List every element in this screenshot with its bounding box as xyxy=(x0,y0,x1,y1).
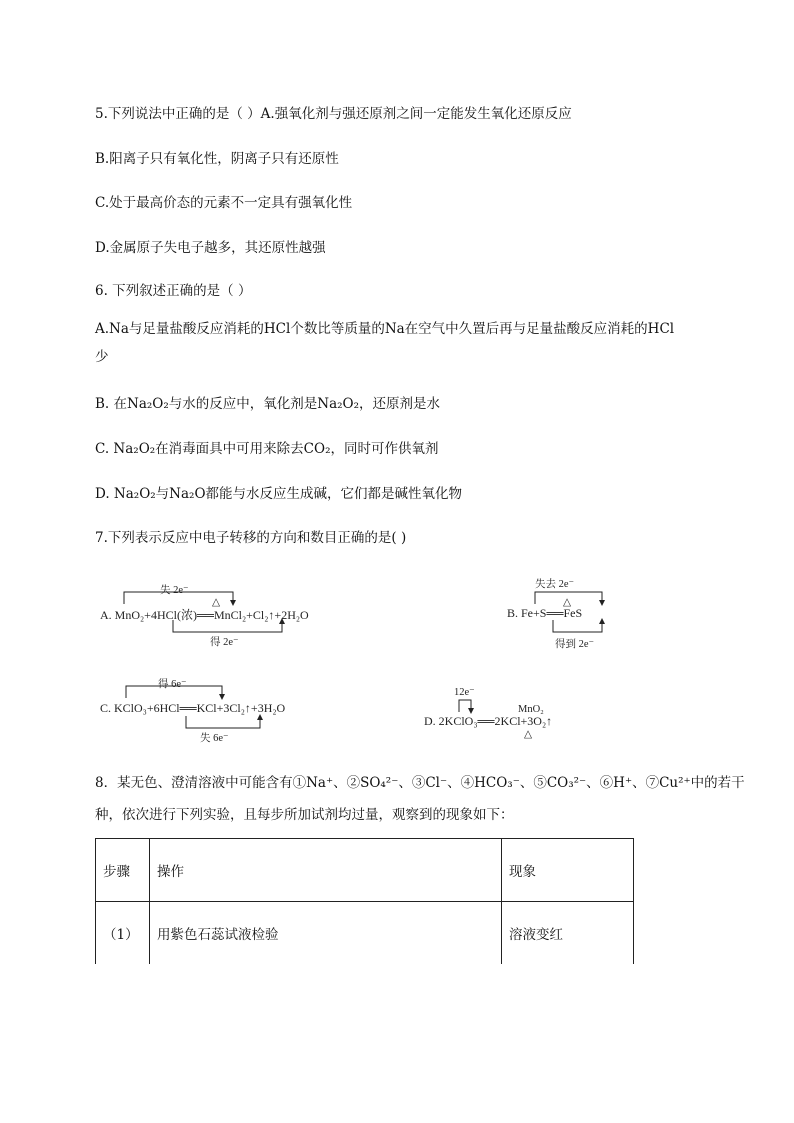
q8-stem: 8．某无色、澄清溶液中可能含有①Na⁺、②SO₄²⁻、③Cl⁻、④HCO₃⁻、⑤CO₃²⁻、⑥H⁺、⑦Cu²⁺中的若干 xyxy=(95,775,745,791)
q6-option-a-cont: 少 xyxy=(95,349,109,365)
q7-stem: 7.下列表示反应中电子转移的方向和数目正确的是( ) xyxy=(95,530,407,546)
q5-stem: 5.下列说法中正确的是（ ）A.强氧化剂与强还原剂之间一定能发生氧化还原反应 xyxy=(95,106,572,122)
q7-d-equation: D. 2KClO₃══2KCl+3O₂↑ xyxy=(424,714,553,728)
row-operation: 用紫色石蕊试液检验 xyxy=(150,902,502,965)
header-operation: 操作 xyxy=(150,839,502,902)
q7-a-top-label: 失 2e⁻ xyxy=(160,585,189,596)
table-row xyxy=(96,902,634,965)
q7-a-equation: A. MnO₂+4HCl(浓)══MnCl₂+Cl₂↑+2H₂O xyxy=(100,608,309,622)
experiment-table xyxy=(95,838,634,964)
table-header-row xyxy=(96,839,634,902)
q7-d-catalyst: MnO₂ xyxy=(518,704,544,715)
q6-option-b: B. 在Na₂O₂与水的反应中，氧化剂是Na₂O₂，还原剂是水 xyxy=(95,396,441,412)
q6-option-a: A.Na与足量盐酸反应消耗的HCl个数比等质量的Na在空气中久置后再与足量盐酸反应消耗的HCl xyxy=(95,321,675,337)
q7-c-equation: C. KClO₃+6HCl══KCl+3Cl₂↑+3H₂O xyxy=(100,701,286,715)
row-step: （1） xyxy=(96,902,150,965)
header-step: 步骤 xyxy=(96,839,150,902)
q8-stem-cont: 种，依次进行下列实验，且每步所加试剂均过量，观察到的现象如下： xyxy=(95,807,514,823)
q5-option-d: D.金属原子失电子越多，其还原性越强 xyxy=(95,240,326,256)
q5-option-b: B.阳离子只有氧化性，阴离子只有还原性 xyxy=(95,151,339,167)
header-phenomenon: 现象 xyxy=(502,839,634,902)
row-phenomenon: 溶液变红 xyxy=(502,902,634,965)
q7-b-bottom-label: 得到 2e⁻ xyxy=(555,639,595,650)
q7-a-condition: △ xyxy=(212,597,221,608)
q6-option-d: D. Na₂O₂与Na₂O都能与水反应生成碱，它们都是碱性氧化物 xyxy=(95,486,463,502)
q7-a-bottom-label: 得 2e⁻ xyxy=(210,637,239,648)
q7-option-b-diagram xyxy=(507,574,627,654)
q7-c-bottom-label: 失 6e⁻ xyxy=(200,733,229,744)
q7-b-condition: △ xyxy=(563,597,572,608)
q5-option-c: C.处于最高价态的元素不一定具有强氧化性 xyxy=(95,195,353,211)
q7-d-top-label: 12e⁻ xyxy=(454,687,475,698)
q7-option-a-diagram xyxy=(100,582,360,648)
q6-option-c: C. Na₂O₂在消毒面具中可用来除去CO₂，同时可作供氧剂 xyxy=(95,441,439,457)
q7-b-top-label: 失去 2e⁻ xyxy=(535,579,575,590)
q7-b-equation: B. Fe+S══FeS xyxy=(507,606,583,620)
q7-d-condition: △ xyxy=(524,729,533,740)
q7-option-c-diagram xyxy=(100,676,330,744)
q7-option-d-diagram xyxy=(424,686,614,742)
q7-c-top-label: 得 6e⁻ xyxy=(158,679,187,690)
q6-stem: 6. 下列叙述正确的是（ ） xyxy=(95,283,252,299)
